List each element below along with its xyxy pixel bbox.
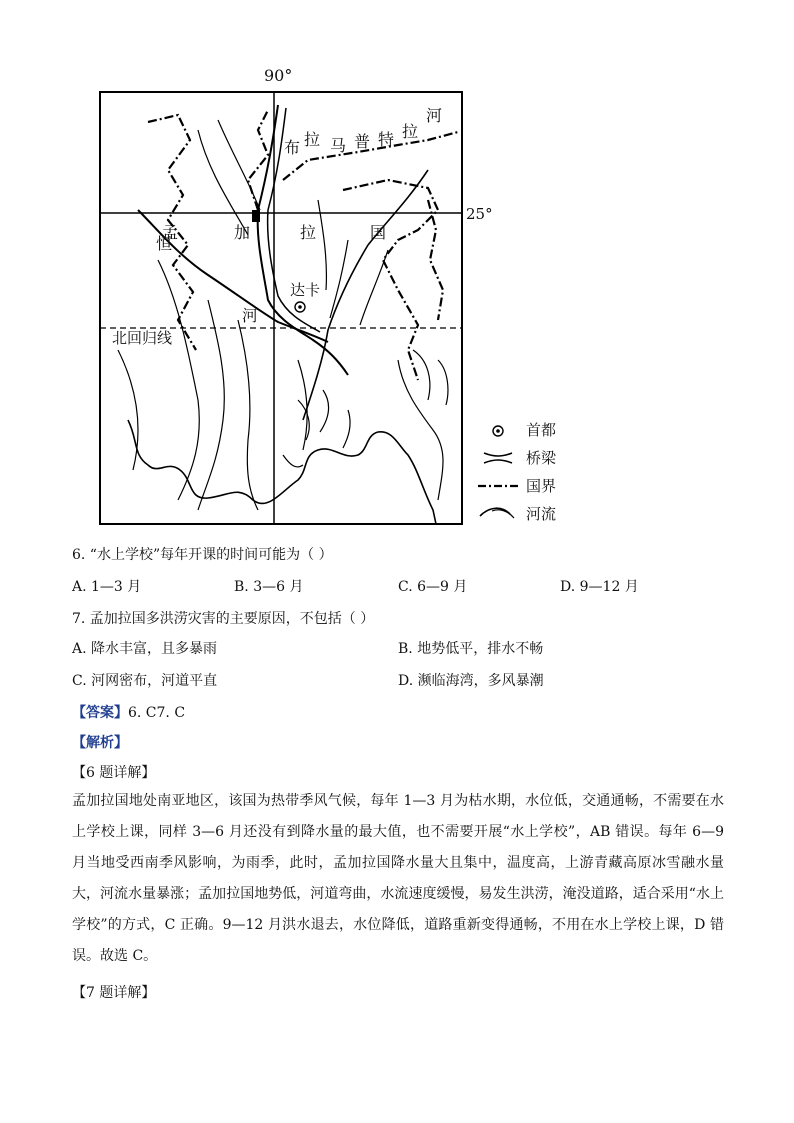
river-char: 布 — [284, 138, 301, 157]
capital-label: 达卡 — [290, 281, 321, 299]
q6-option-d: D. 9—12 月 — [560, 579, 639, 595]
river-char: 河 — [426, 106, 443, 125]
q7-detail-tag: 【7 题详解】 — [72, 985, 156, 1001]
country-char: 加 — [234, 223, 251, 242]
question-6-stem: 6. “水上学校”每年开课的时间可能为（ ） — [72, 547, 333, 563]
q6-option-b: B. 3—6 月 — [234, 579, 304, 595]
q6-option-a: A. 1—3 月 — [72, 579, 142, 595]
meghna-river — [303, 170, 428, 420]
country-char: 孟 — [162, 223, 179, 242]
q7-option-b: B. 地势低平，排水不畅 — [398, 641, 544, 657]
river-char: 拉 — [402, 122, 419, 141]
map-drawing — [98, 60, 568, 530]
q7-option-d: D. 濒临海湾，多风暴潮 — [398, 673, 544, 689]
bangladesh-map — [98, 60, 568, 530]
country-char: 国 — [370, 223, 387, 242]
country-char: 拉 — [300, 223, 317, 242]
analysis-tag-line — [72, 734, 128, 752]
bridge-icon — [484, 453, 512, 463]
river-icon — [480, 508, 514, 518]
river-char: 特 — [378, 130, 395, 149]
river-char: 马 — [330, 136, 347, 155]
legend-label-river: 河流 — [526, 505, 557, 523]
legend-label-bridge: 桥梁 — [526, 449, 557, 467]
q6-detail-tag: 【6 题详解】 — [72, 765, 156, 781]
latitude-label: 25° — [466, 205, 493, 223]
tropic-label: 北回归线 — [112, 329, 173, 347]
answer-line — [72, 704, 185, 722]
capital-icon — [493, 426, 503, 436]
q6-option-c: C. 6—9 月 — [398, 579, 468, 595]
q7-option-a: A. 降水丰富，且多暴雨 — [72, 641, 218, 657]
answer-text: 6. C7. C — [128, 705, 186, 721]
river-char: 拉 — [304, 130, 321, 149]
ganges-char: 恒 — [156, 234, 173, 253]
bridge-mark — [252, 210, 260, 222]
coastline — [128, 420, 436, 524]
longitude-label: 90° — [264, 66, 293, 85]
legend-label-capital: 首都 — [526, 421, 557, 439]
legend-label-border: 国界 — [526, 477, 557, 495]
answer-tag: 【答案】 — [72, 705, 128, 721]
q6-detail-paragraph: 孟加拉国地处南亚地区，该国为热带季风气候，每年 1—3 月为枯水期，水位低，交通通畅，不需要在水上学校上课，同样 3—6 月还没有到降水量的最大值，也不需要开展“水上学校”，AB 错误。每年 6—9 月当地受西南季风影响，为雨季，此时，孟加拉国降水量大且集中，温度高，上游青藏高原冰雪融水量大，河流水量暴涨；孟加拉国地势低，河道弯曲，水流速度缓慢，易发生洪涝，淹没道路，适合采用“水上学校”的方式，C 正确。9—12 月洪水退去，水位降低，道路重新变得通畅，不用在水上学校上课，D 错误。故选 C。 — [72, 793, 724, 964]
ganges-char: 河 — [242, 306, 259, 325]
q7-option-c: C. 河网密布，河道平直 — [72, 673, 218, 689]
river-char: 普 — [354, 132, 371, 151]
national-border — [148, 106, 458, 380]
question-7-stem: 7. 孟加拉国多洪涝灾害的主要原因，不包括（ ） — [72, 611, 375, 627]
analysis-tag: 【解析】 — [72, 735, 128, 751]
